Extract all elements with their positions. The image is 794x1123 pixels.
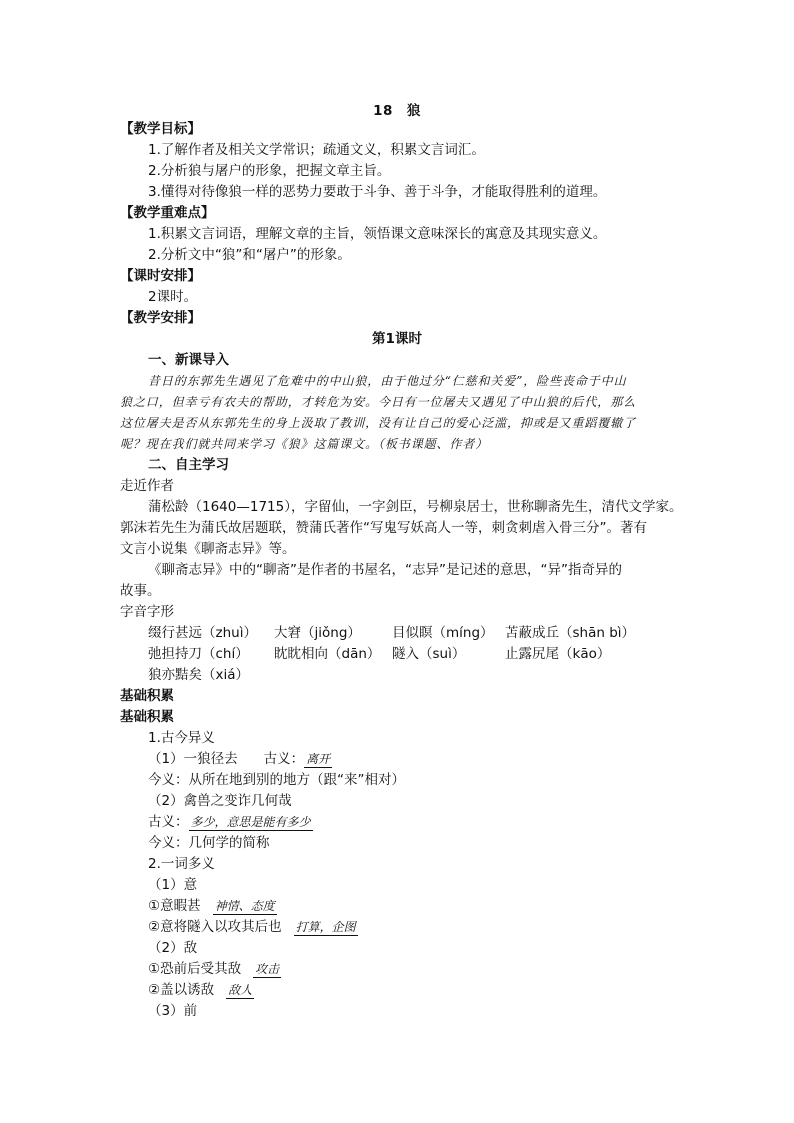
basics-header: 基础积累 [120, 709, 174, 725]
author-paragraph-line: 文言小说集《聊斋志异》等。 [120, 541, 296, 557]
author-header: 走近作者 [120, 478, 174, 494]
pronunciation-item: 隧入（suì） [392, 646, 466, 662]
polysemy-sentence [148, 896, 277, 916]
ancient-meaning-row [148, 812, 313, 832]
pronunciation-header: 字音字形 [120, 604, 174, 620]
schedule-text: 2课时。 [148, 289, 198, 305]
polysemy-sentence-text: ①恐前后受其敌 [148, 961, 242, 977]
polysemy-answer: 敌人 [228, 983, 253, 997]
intro-paragraph-line: 呢？现在我们就共同来学习《狼》这篇课文。（板书课题、作者） [120, 437, 489, 451]
basics-header: 基础积累 [120, 688, 174, 704]
intro-paragraph-line: 这位屠夫是否从东郭先生的身上汲取了教训，没有让自己的爱心泛滥，抑或是又重蹈覆辙了 [120, 416, 637, 430]
key-points-header: 【教学重难点】 [120, 205, 215, 221]
author-paragraph-line: 《聊斋志异》中的“聊斋”是作者的书屋名，“志异”是记述的意思，“异”指奇异的 [148, 562, 622, 578]
author-paragraph-line: 故事。 [120, 583, 161, 599]
ancient-modern-item: （2）禽兽之变诈几何哉 [148, 793, 292, 809]
pronunciation-item: 大窘（jiǒng） [274, 625, 361, 641]
modern-meaning: 今义：从所在地到别的地方（跟“来”相对） [148, 772, 405, 788]
ancient-modern-title: 1.古今异义 [148, 730, 215, 746]
pronunciation-item: 狼亦黠矣（xiá） [148, 667, 250, 683]
polysemy-word: （3）前 [148, 1003, 198, 1019]
author-paragraph-line: 郭沫若先生为蒲氏故居题联，赞蒲氏著作“写鬼写妖高人一等，刺贪刺虐入骨三分”。著有 [120, 520, 647, 536]
polysemy-sentence-text: ①意暇甚 [148, 898, 201, 914]
goal-item: 2.分析狼与屠户的形象，把握文章主旨。 [148, 163, 391, 179]
modern-meaning: 今义：几何学的简称 [148, 835, 270, 851]
polysemy-answer: 神情、态度 [214, 899, 275, 913]
polysemy-word: （2）敌 [148, 940, 198, 956]
ancient-modern-item [148, 749, 332, 769]
pronunciation-item: 目似瞑（míng） [392, 625, 494, 641]
polysemy-sentence [148, 959, 281, 979]
polysemy-sentence-text: ②意将隧入以攻其后也 [148, 919, 282, 935]
pronunciation-item: 弛担持刀（chí） [148, 646, 249, 662]
polysemy-sentence [148, 980, 254, 1000]
ancient-meaning-answer: 离开 [306, 752, 331, 766]
pronunciation-item: 止露尻尾（kāo） [505, 646, 611, 662]
key-point-item: 2.分析文中“狼”和“屠户”的形象。 [148, 247, 351, 263]
polysemy-sentence-text: ②盖以诱敌 [148, 982, 215, 998]
goals-header: 【教学目标】 [120, 121, 201, 137]
polysemy-answer: 打算，企图 [295, 920, 356, 934]
intro-paragraph-line: 狼之口，但幸亏有农夫的帮助，才转危为安。今日有一位屠夫又遇见了中山狼的后代，那么 [120, 395, 637, 409]
goal-item: 1.了解作者及相关文学常识；疏通文义，积累文言词汇。 [148, 142, 485, 158]
ancient-meaning-label: 古义： [148, 814, 189, 830]
key-point-item: 1.积累文言词语，理解文章的主旨，领悟课文意味深长的寓意及其现实意义。 [148, 226, 607, 242]
intro-paragraph-line: 昔日的东郭先生遇见了危难中的中山狼，由于他过分“仁慈和关爱”，险些丧命于中山 [148, 374, 627, 388]
pronunciation-item: 眈眈相向（dān） [274, 646, 381, 662]
polysemy-word: （1）意 [148, 877, 198, 893]
pronunciation-item: 苫蔽成丘（shān bì） [505, 625, 636, 641]
intro-header: 一、新课导入 [148, 352, 229, 368]
ancient-modern-phrase: （1）一狼径去 [148, 751, 238, 767]
lesson-title: 第1课时 [372, 331, 422, 347]
self-study-header: 二、自主学习 [148, 457, 229, 473]
page-title: 18 狼 [373, 103, 421, 119]
arrangement-header: 【教学安排】 [120, 310, 201, 326]
goal-item: 3.懂得对待像狼一样的恶势力要敢于斗争、善于斗争，才能取得胜利的道理。 [148, 184, 607, 200]
pronunciation-item: 缀行甚远（zhuì） [148, 625, 257, 641]
ancient-meaning-label: 古义： [263, 751, 305, 767]
schedule-header: 【课时安排】 [120, 268, 201, 284]
author-paragraph-line: 蒲松龄（1640—1715），字留仙，一字剑臣，号柳泉居士，世称聊斋先生，清代文学家。 [148, 499, 683, 515]
polysemy-answer: 攻击 [255, 962, 280, 976]
polysemy-sentence [148, 917, 358, 937]
ancient-meaning-answer: 多少，意思是能有多少 [190, 815, 311, 829]
polysemy-title: 2.一词多义 [148, 856, 215, 872]
